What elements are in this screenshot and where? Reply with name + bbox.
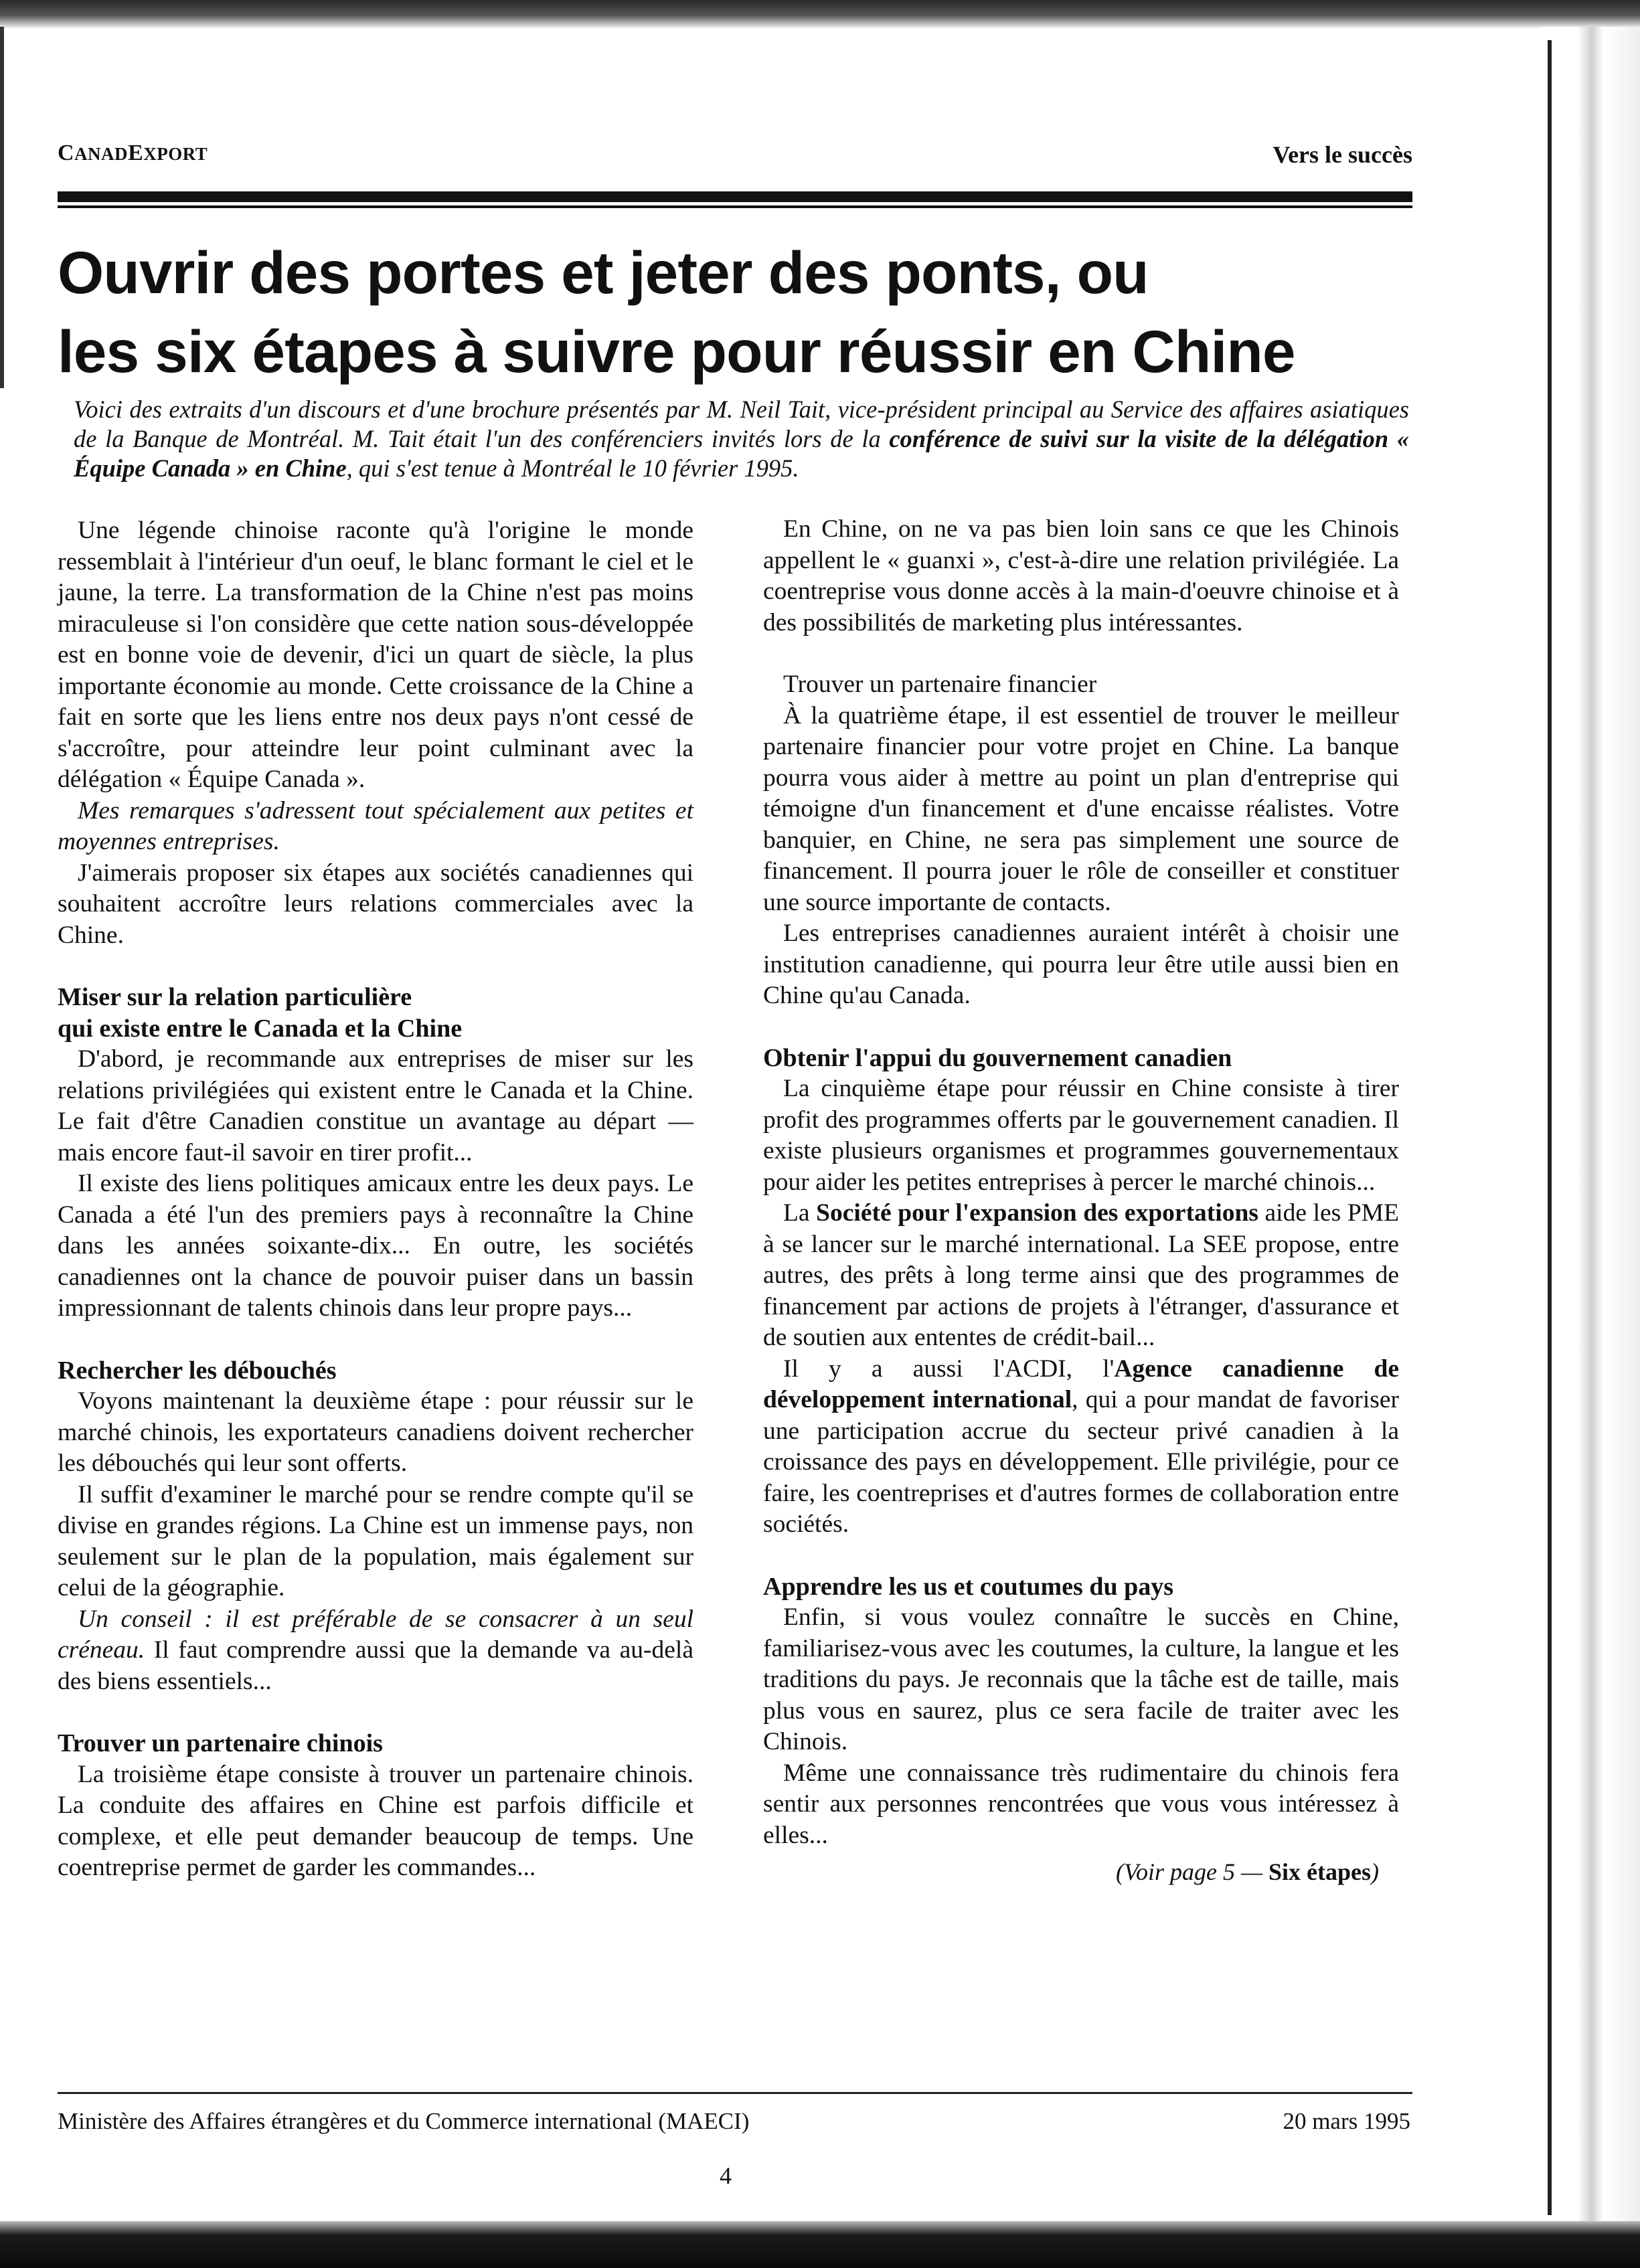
section-label: Vers le succès bbox=[1273, 141, 1412, 168]
paragraph: Voyons maintenant la deuxième étape : pour réussir sur le marché chinois, les exportateurs canadiens doivent rechercher les débouchés qui leur sont offerts. bbox=[58, 1387, 693, 1477]
paragraph: La Société pour l'expansion des exportations aide les PME à se lancer sur le marché international. La SEE propose, entre autres, des prêts à long terme ainsi que des programmes de financement par actions de projets à l'étranger, d'assurance et de soutien aux ententes de crédit-bail... bbox=[763, 1199, 1399, 1351]
section-heading: Rechercher les débouchés bbox=[58, 1356, 337, 1385]
scan-right-binding-line bbox=[1548, 40, 1552, 2215]
paragraph: Il y a aussi l'ACDI, l'Agence canadienne de développement international, qui a pour mandat de favoriser une participation accrue du secteur privé canadien à la croissance des pays en développement. Elle privilégie, pour ce faire, les coentreprises et d'autres formes de collaboration entre sociétés. bbox=[763, 1355, 1399, 1538]
paragraph: La cinquième étape pour réussir en Chine consiste à tirer profit des programmes offerts par le gouvernement canadien. Il existe plusieurs organismes et programmes gouvernementaux pour aider les petites entreprises à percer le marché chinois... bbox=[763, 1075, 1399, 1196]
paragraph: La troisième étape consiste à trouver un partenaire chinois. La conduite des affaires en Chine est parfois difficile et complexe, et elle peut demander beaucoup de temps. Une coentreprise permet de garder les commandes... bbox=[58, 1760, 693, 1881]
subheading: Trouver un partenaire financier bbox=[783, 671, 1097, 698]
paragraph: Il existe des liens politiques amicaux entre les deux pays. Le Canada a été l'un des premiers pays à reconnaître la Chine dans les années soixante-dix... En outre, les sociétés canadiennes ont la chance de pouvoir puiser dans un bassin impressionnant de talents chinois dans leur propre pays... bbox=[58, 1170, 693, 1322]
article-title bbox=[58, 233, 1412, 391]
left-column bbox=[58, 515, 693, 1884]
paragraph: Enfin, si vous voulez connaître le succès en Chine, familiarisez-vous avec les coutumes, la culture, la langue et les traditions du pays. Je reconnais que la tâche est de taille, mais plus vous en saurez, plus ce sera facile de traiter avec les Chinois. bbox=[763, 1603, 1399, 1755]
paragraph: Les entreprises canadiennes auraient intérêt à choisir une institution canadienne, qui pourra leur être utile aussi bien en Chine qu'au Canada. bbox=[763, 920, 1399, 1009]
paragraph: Il suffit d'examiner le marché pour se rendre compte qu'il se divise en grandes régions. La Chine est un immense pays, non seulement sur le plan de la population, mais également sur celui de la géographie. bbox=[58, 1480, 693, 1601]
page-number: 4 bbox=[720, 2162, 732, 2189]
header-rule-thin bbox=[58, 205, 1412, 208]
title-line-2: les six étapes à suivre pour réussir en Chine bbox=[58, 318, 1295, 385]
section-heading: Trouver un partenaire chinois bbox=[58, 1729, 383, 1757]
footer-rule bbox=[58, 2092, 1412, 2094]
title-line-1: Ouvrir des portes et jeter des ponts, ou bbox=[58, 239, 1149, 306]
continued-reference: (Voir page 5 — Six étapes) bbox=[1116, 1858, 1379, 1885]
publication-name: CANADEXPORT bbox=[58, 141, 208, 165]
right-column bbox=[763, 514, 1399, 1888]
paragraph: Même une connaissance très rudimentaire du chinois fera sentir aux personnes rencontrées que vous vous intéressez à elles... bbox=[763, 1759, 1399, 1849]
article-intro: Voici des extraits d'un discours et d'une brochure présentés par M. Neil Tait, vice-président principal au Service des affaires asiatiques de la Banque de Montréal. M. Tait était l'un des conférenciers invités lors de la conférence de suivi sur la visite de la délégation « Équipe Canada » en Chine, qui s'est tenue à Montréal le 10 février 1995. bbox=[74, 396, 1409, 482]
paragraph: J'aimerais proposer six étapes aux sociétés canadiennes qui souhaitent accroître leurs relations commerciales avec la Chine. bbox=[58, 859, 693, 949]
scan-left-edge bbox=[0, 27, 4, 388]
paragraph: D'abord, je recommande aux entreprises de miser sur les relations privilégiées qui existent entre le Canada et la Chine. Le fait d'être Canadien constitue un avantage au départ — mais encore faut-il savoir en tirer profit... bbox=[58, 1045, 693, 1166]
scan-right-edge bbox=[1540, 27, 1640, 2229]
scan-top-edge bbox=[0, 0, 1640, 28]
section-heading: Miser sur la relation particulière qui existe entre le Canada et la Chine bbox=[58, 983, 463, 1043]
paragraph: En Chine, on ne va pas bien loin sans ce que les Chinois appellent le « guanxi », c'est-à-dire une relation privilégiée. La coentreprise vous donne accès à la main-d'oeuvre chinoise et à des possibilités de marketing plus intéressantes. bbox=[763, 515, 1399, 636]
paragraph: Une légende chinoise raconte qu'à l'origine le monde ressemblait à l'intérieur d'un oeuf, le blanc formant le ciel et le jaune, la terre. La transformation de la Chine n'est pas moins miraculeuse si l'on considère que cette nation sous-développée est en bonne voie de devenir, d'ici un quart de siècle, la plus importante économie au monde. Cette croissance de la Chine a fait en sorte que les liens entre nos deux pays n'ont cessé de s'accroître, pour atteindre leur point culminant avec la délégation « Équipe Canada ». bbox=[58, 517, 693, 793]
footer-ministry: Ministère des Affaires étrangères et du Commerce international (MAECI) bbox=[58, 2108, 750, 2134]
header-rule-thick bbox=[58, 191, 1412, 202]
paragraph: Mes remarques s'adressent tout spécialement aux petites et moyennes entreprises. bbox=[58, 796, 693, 855]
scan-bottom-edge bbox=[0, 2221, 1640, 2268]
footer-date: 20 mars 1995 bbox=[1283, 2108, 1410, 2134]
paragraph: Un conseil : il est préférable de se consacrer à un seul créneau. Il faut comprendre aussi que la demande va au-delà des biens essentiels... bbox=[58, 1605, 693, 1695]
paragraph: À la quatrième étape, il est essentiel de trouver le meilleur partenaire financier pour votre projet en Chine. La banque pourra vous aider à mettre au point un plan d'entreprise qui témoigne d'un financement et d'une encaisse réalistes. Votre banquier, en Chine, ne sera pas simplement une source de financement. Il pourra jouer le rôle de conseiller et constituer une source importante de contacts. bbox=[763, 701, 1399, 916]
section-heading: Apprendre les us et coutumes du pays bbox=[763, 1572, 1174, 1601]
section-heading: Obtenir l'appui du gouvernement canadien bbox=[763, 1043, 1232, 1072]
